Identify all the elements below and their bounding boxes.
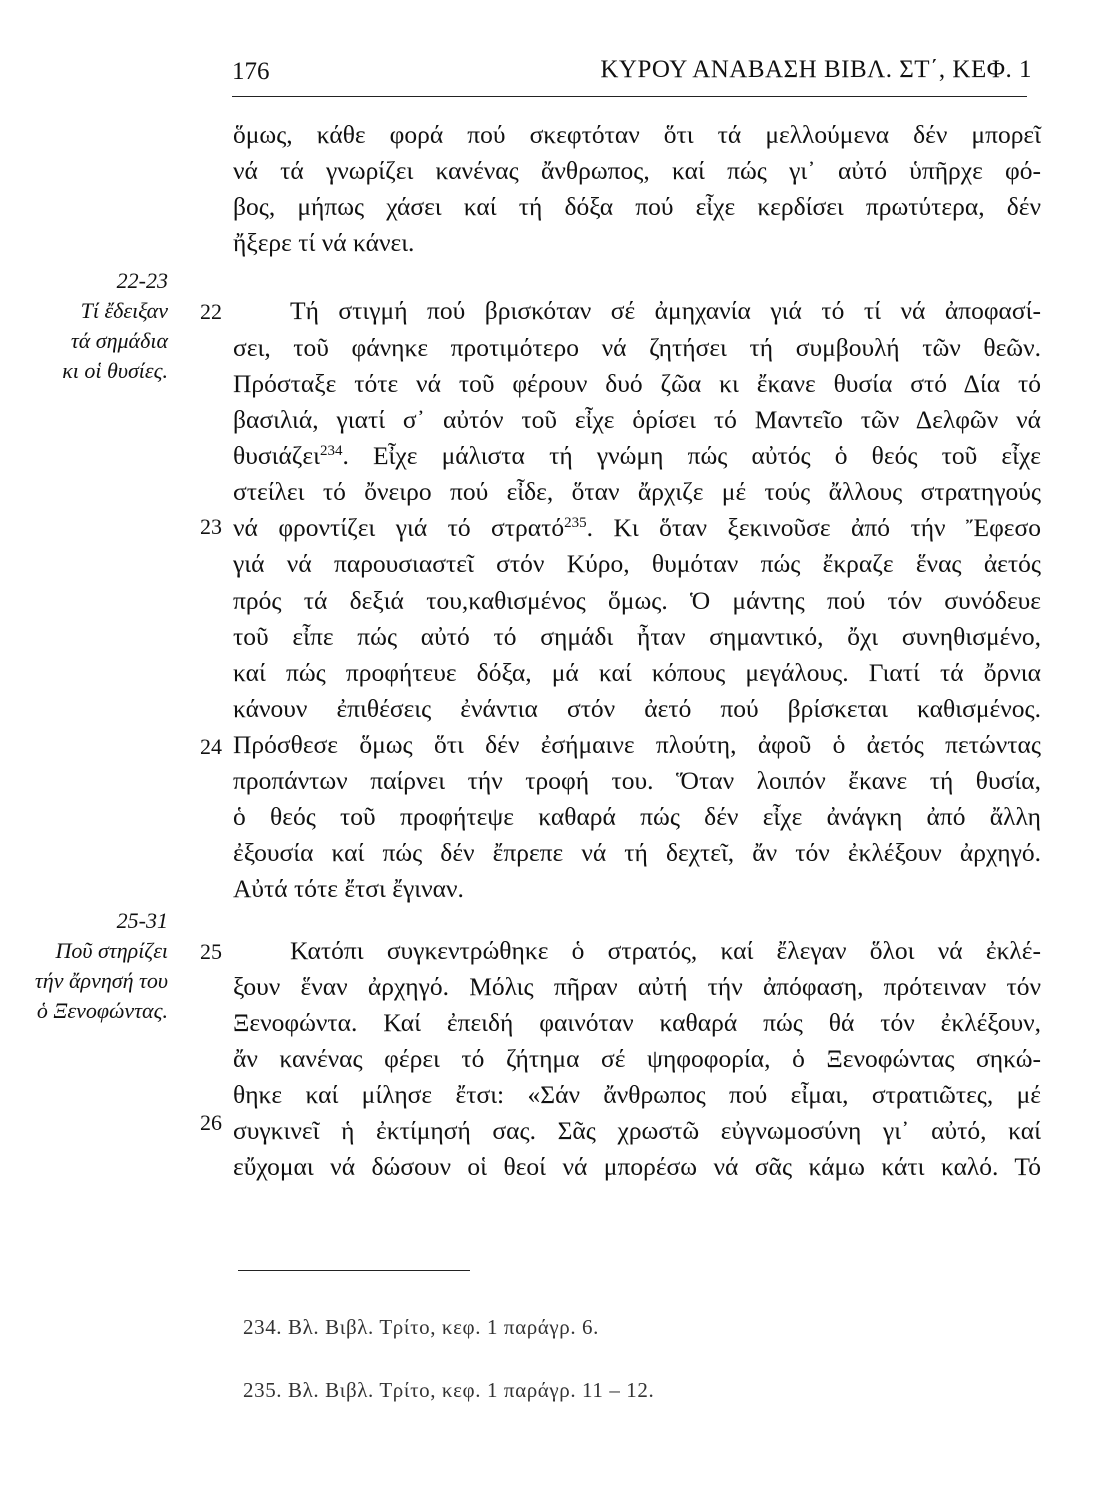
margin-note-range: 25-31 — [116, 908, 168, 933]
text-line: γιά νά παρουσιαστεῖ στόν Κύρο, θυμόταν πώς ἔκραζε ἕνας ἀετός — [233, 549, 1041, 578]
text-line: βασιλιά, γιατί σ᾽ αὐτόν τοῦ εἶχε ὁρίσει τό Μαντεῖο τῶν Δελφῶν νά — [233, 405, 1041, 434]
text-line: καί πώς προφήτευε δόξα, μά καί κόπους μεγάλους. Γιατί τά ὄρνια — [233, 658, 1041, 687]
text-line: πρός τά δεξιά του,καθισμένος ὅμως. Ὁ μάντης πού τόν συνόδευε — [233, 586, 1041, 615]
text-line: ὁ θεός τοῦ προφήτεψε καθαρά πώς δέν εἶχε ἀνάγκη ἀπό ἄλλη — [233, 802, 1041, 831]
page-number: 176 — [232, 58, 270, 85]
section-number-24: 24 — [200, 734, 222, 759]
footnote-ref-235: 235 — [564, 515, 587, 531]
text-line: Ξενοφώντα. Καί ἐπειδή φαινόταν καθαρά πώς θά τόν ἐκλέξουν, — [233, 1008, 1041, 1037]
text-line: ἐξουσία καί πώς δέν ἔπρεπε νά τή δεχτεῖ, ἄν τόν ἐκλέξουν ἀρχηγό. — [233, 838, 1041, 867]
footnote-ref-234: 234 — [319, 443, 343, 459]
text-line: Αὐτά τότε ἔτσι ἔγιναν. — [233, 874, 464, 903]
footnote-rule — [238, 1270, 470, 1271]
text-line: εὔχομαι νά δώσουν οἱ θεοί νά μπορέσω νά σᾶς κάμω κάτι καλό. Τό — [233, 1152, 1041, 1181]
text-line — [233, 513, 1041, 543]
margin-note-line: Τί ἔδειξαν — [80, 298, 168, 323]
section-number-23: 23 — [200, 514, 222, 539]
section-number-26: 26 — [200, 1110, 222, 1135]
text-line: συγκινεῖ ἡ ἐκτίμησή σας. Σᾶς χρωστῶ εὐγνωμοσύνη γι᾽ αὐτό, καί — [233, 1116, 1041, 1145]
text-line: ξουν ἕναν ἀρχηγό. Μόλις πῆραν αὐτή τήν ἀπόφαση, πρότειναν τόν — [233, 972, 1041, 1001]
text-run: νά φροντίζει γιά τό στρατό — [233, 513, 565, 542]
margin-note-line: τά σημάδια — [70, 328, 168, 353]
text-line: τοῦ εἶπε πώς αὐτό τό σημάδι ἦταν σημαντικό, ὄχι συνηθισμένο, — [233, 622, 1041, 651]
running-head: ΚΥΡΟΥ ΑΝΑΒΑΣΗ ΒΙΒΛ. ΣΤ΄, ΚΕΦ. 1 — [600, 56, 1032, 83]
text-line: Τή στιγμή πού βρισκόταν σέ ἀμηχανία γιά τό τί νά ἀποφασί- — [290, 296, 1041, 325]
section-number-22: 22 — [200, 299, 222, 324]
text-run: . Κι ὅταν ξεκινοῦσε ἀπό τήν Ἔφεσο — [586, 513, 1041, 542]
margin-note-25-31 — [8, 906, 168, 1026]
footnote-235: 235. Βλ. Βιβλ. Τρίτο, κεφ. 1 παράγρ. 11 – 12. — [243, 1378, 655, 1402]
margin-note-line: τήν ἄρνησή του — [34, 968, 168, 993]
margin-note-line: κι οἱ θυσίες. — [62, 358, 168, 383]
text-line: Πρόσταξε τότε νά τοῦ φέρουν δυό ζῶα κι ἔκανε θυσία στό Δία τό — [233, 369, 1041, 398]
text-line: σει, τοῦ φάνηκε προτιμότερο νά ζητήσει τή συμβουλή τῶν θεῶν. — [233, 333, 1041, 362]
text-line — [233, 441, 1041, 471]
text-line: θηκε καί μίλησε ἔτσι: «Σάν ἄνθρωπος πού εἶμαι, στρατιῶτες, μέ — [233, 1080, 1041, 1109]
section-number-25: 25 — [200, 939, 222, 964]
margin-note-line: ὁ Ξενοφώντας. — [36, 998, 168, 1023]
text-line: βος, μήπως χάσει καί τή δόξα πού εἶχε κερδίσει πρωτύτερα, δέν — [233, 192, 1041, 221]
margin-note-22-23 — [8, 266, 168, 386]
text-line: προπάντων παίρνει τήν τροφή του. Ὅταν λοιπόν ἔκανε τή θυσία, — [233, 766, 1041, 795]
text-run: θυσιάζει — [233, 441, 320, 470]
footnote-234: 234. Βλ. Βιβλ. Τρίτο, κεφ. 1 παράγρ. 6. — [243, 1315, 599, 1339]
margin-note-line: Ποῦ στηρίζει — [55, 938, 168, 963]
text-line: ἄν κανένας φέρει τό ζήτημα σέ ψηφοφορία, ὁ Ξενοφώντας σηκώ- — [233, 1044, 1041, 1073]
text-line: στείλει τό ὄνειρο πού εἶδε, ὅταν ἄρχιζε μέ τούς ἄλλους στρατηγούς — [233, 477, 1041, 506]
header-rule — [232, 96, 1027, 97]
text-line: κάνουν ἐπιθέσεις ἐνάντια στόν ἀετό πού βρίσκεται καθισμένος. — [233, 694, 1041, 723]
text-line: Πρόσθεσε ὅμως ὅτι δέν ἐσήμαινε πλούτη, ἀφοῦ ὁ ἀετός πετώντας — [233, 730, 1041, 759]
text-line: νά τά γνωρίζει κανένας ἄνθρωπος, καί πώς γι᾽ αὐτό ὑπῆρχε φό- — [233, 156, 1041, 185]
margin-note-range: 22-23 — [116, 268, 168, 293]
text-line: ὅμως, κάθε φορά πού σκεφτόταν ὅτι τά μελλούμενα δέν μπορεῖ — [233, 120, 1041, 149]
text-line: ἤξερε τί νά κάνει. — [233, 228, 415, 257]
text-line: Κατόπι συγκεντρώθηκε ὁ στρατός, καί ἔλεγαν ὅλοι νά ἐκλέ- — [290, 936, 1041, 965]
text-run: . Εἶχε μάλιστα τή γνώμη πώς αὐτός ὁ θεός τοῦ εἶχε — [342, 441, 1041, 470]
